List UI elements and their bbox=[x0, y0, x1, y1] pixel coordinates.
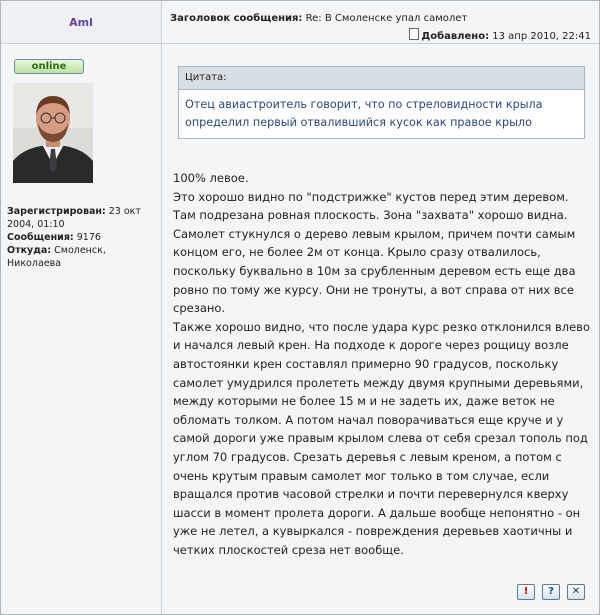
author-posts bbox=[7, 231, 157, 244]
author-from bbox=[7, 244, 157, 270]
registered-label: Зарегистрирован: bbox=[7, 206, 106, 217]
from-value: Смоленск, Николаева bbox=[7, 245, 106, 269]
post-paragraph: Это хорошо видно по "подстрижке" кустов перед этим деревом. Там подрезана ровная плоскость. Зона "захвата" хорошо видна. Самолет стукнулся о дерево левым крылом, причем почти самым концом его, не более 2м от конца. Крыло сразу отвалилось, поскольку буквально в 10м за срубленным деревом есть еще два ровно по тому же курсу. Они не тронуты, а вот справа от них все срезано. bbox=[173, 189, 576, 316]
post-body bbox=[173, 169, 593, 559]
online-status-badge: online bbox=[14, 59, 84, 74]
post-paragraph: Также хорошо видно, что после удара курс резко отклонился влево и начался левый крен. На подходе к дороге через рощицу возле автостоянки крен составлял примерно 90 градусов, поскольку самолет умудрился пролететь между двумя крупными деревьями, между которыми не более 15 м и не задеть их, даже веток не обломать толком. А потом начал поворачиваться еще круче и у самой дороги уже правым крылом слева от себя срезал тополь под углом 70 градусов. Срезать деревья с левым креном, а потом с очень крутым правым самолет мог только в том случае, если вращался против часовой стрелки и почти перевернулся кверху шасси в момент пролета дороги. А дальше вообще непонятно - он уже не летел, а кувыркался - повреждения деревьев хаотичны и четких плоскостей среза нет вообще. bbox=[173, 319, 590, 557]
quote-header: Цитата: bbox=[179, 67, 584, 90]
posts-label: Сообщения: bbox=[7, 232, 74, 243]
post-paragraph: 100% левое. bbox=[173, 171, 249, 185]
post-subject bbox=[170, 13, 467, 24]
avatar bbox=[13, 83, 93, 183]
post-header bbox=[162, 1, 599, 44]
quote-block bbox=[178, 66, 585, 139]
quote-text: Отец авиастроитель говорит, что по стреловидности крыла определил первый отвалившийся кусок как правое крыло bbox=[185, 98, 543, 129]
author-header bbox=[1, 1, 161, 44]
posted-label: Добавлено: bbox=[421, 31, 490, 42]
post-column bbox=[162, 1, 599, 614]
subject-label: Заголовок сообщения: bbox=[170, 13, 303, 24]
from-label: Откуда: bbox=[7, 245, 52, 256]
post-actions bbox=[517, 584, 585, 600]
author-registered bbox=[7, 205, 157, 231]
posted-value: 13 апр 2010, 22:41 bbox=[492, 31, 591, 42]
subject-value: Re: В Смоленске упал самолет bbox=[305, 13, 468, 24]
avatar-image bbox=[13, 83, 93, 183]
help-button[interactable]: ? bbox=[542, 584, 560, 600]
registered-value: 23 окт 2004, 01:10 bbox=[7, 206, 141, 230]
close-button[interactable]: ✕ bbox=[567, 584, 585, 600]
author-column bbox=[1, 1, 162, 614]
post-link-icon[interactable] bbox=[409, 28, 419, 40]
report-button[interactable]: ! bbox=[517, 584, 535, 600]
author-info bbox=[7, 205, 157, 270]
author-name[interactable]: Aml bbox=[69, 15, 93, 29]
post-date bbox=[409, 28, 591, 42]
posts-value: 9176 bbox=[76, 232, 101, 243]
